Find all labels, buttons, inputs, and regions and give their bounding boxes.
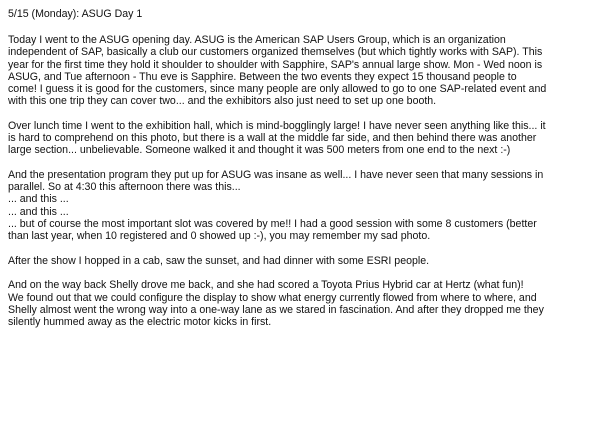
text-line: Shelly almost went the wrong way into a one-way lane as we stared in fascination. And after they dropped me they	[8, 303, 544, 316]
text-line: After the show I hopped in a cab, saw the sunset, and had dinner with some ESRI people.	[8, 254, 430, 267]
paragraph-exhibition-hall	[8, 120, 594, 157]
text-line: ... and this ...	[8, 205, 69, 218]
text-line: independent of SAP, basically a club our customers organized themselves (but which tightly works with SAP). This	[8, 46, 543, 59]
document-page	[8, 8, 594, 341]
text-line: And on the way back Shelly drove me back, and she had scored a Toyota Prius Hybrid car at Hertz (what fun)!	[8, 279, 524, 292]
text-line: ASUG, and Tue afternoon - Thu eve is Sapphire. Between the two events they expect 15 thousand people to	[8, 70, 517, 83]
text-line: than last year, when 10 registered and 0 showed up :-), you may remember my sad photo.	[8, 230, 431, 243]
text-line: ... but of course the most important slot was covered by me!! I had a good session with some 8 customers (better	[8, 217, 537, 230]
paragraph-presentation-program	[8, 169, 594, 242]
text-line: parallel. So at 4:30 this afternoon there was this...	[8, 181, 241, 194]
text-line: with this one trip they can cover two... and the exhibitors also just need to set up one booth.	[8, 95, 437, 108]
text-line: year for the first time they hold it shoulder to shoulder with Sapphire, SAP's annual large show. Mon - Wed noon is	[8, 58, 543, 71]
text-line: Over lunch time I went to the exhibition hall, which is mind-bogglingly large! I have never seen anything like this... it	[8, 119, 546, 132]
text-line: silently hummed away as the electric motor kicks in first.	[8, 316, 272, 329]
paragraph-after-show	[8, 255, 594, 267]
text-line: Today I went to the ASUG opening day. ASUG is the American SAP Users Group, which is an organization	[8, 34, 506, 47]
text-line: We found out that we could configure the display to show what energy currently flowed from where to where, and	[8, 291, 537, 304]
document-title: 5/15 (Monday): ASUG Day 1	[8, 8, 143, 20]
text-line: ... and this ...	[8, 193, 69, 206]
text-line: large section... unbelievable. Someone walked it and thought it was 500 meters from one end to the next :-)	[8, 144, 511, 157]
text-line: is hard to comprehend on this photo, but there is a wall at the middle far side, and then behind there was another	[8, 132, 537, 145]
text-line: And the presentation program they put up for ASUG was insane as well... I have never seen that many sessions in	[8, 169, 544, 182]
text-line: come! I guess it is good for the customers, since many people are only allowed to go to one SAP-related event and	[8, 83, 547, 96]
paragraph-way-back	[8, 279, 594, 328]
paragraph-asug-intro	[8, 34, 594, 107]
